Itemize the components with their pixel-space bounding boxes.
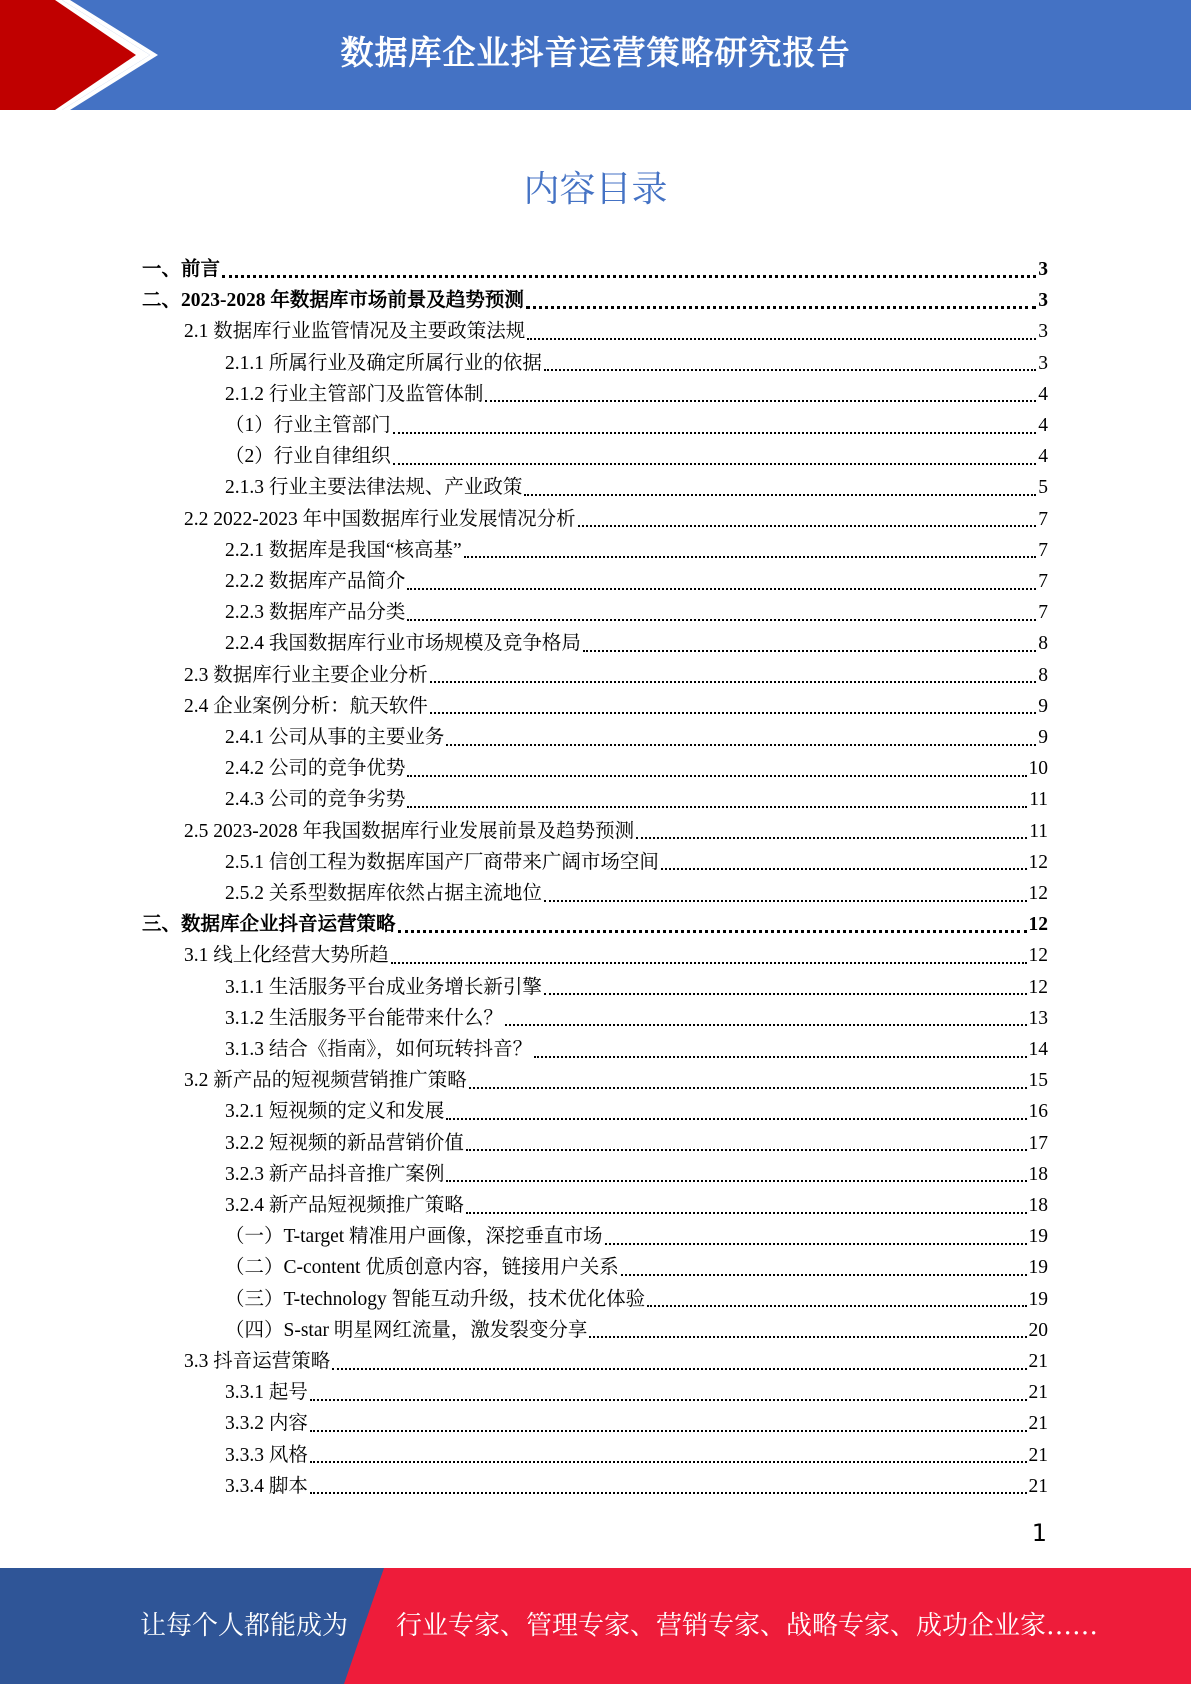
toc-dot-leader [398, 930, 1027, 933]
toc-entry[interactable] [225, 753, 1048, 784]
toc-entry[interactable] [184, 691, 1048, 722]
toc-entry-page: 12 [1028, 945, 1048, 967]
toc-entry-title: 2.4.1 公司从事的主要业务 [225, 727, 445, 748]
toc-entry[interactable] [225, 1252, 1048, 1283]
toc-entry-title: 2.1 数据库行业监管情况及主要政策法规 [184, 321, 526, 343]
toc-entry[interactable] [225, 535, 1048, 566]
toc-entry-title: 三、数据库企业抖音运营策略 [142, 914, 396, 936]
toc-entry[interactable] [184, 816, 1048, 847]
toc-dot-leader [222, 275, 1036, 278]
page-number: 1 [1031, 1519, 1047, 1547]
toc-entry-page: 7 [1038, 571, 1048, 592]
toc-entry-page: 21 [1028, 1351, 1048, 1372]
toc-entry-page: 19 [1028, 1288, 1048, 1310]
toc-dot-leader [544, 900, 1027, 902]
toc-dot-leader [310, 1430, 1027, 1432]
toc-entry[interactable] [225, 1034, 1048, 1065]
toc-entry-title: 2.2.4 我国数据库行业市场规模及竞争格局 [225, 633, 581, 655]
toc-entry-title: （四）S-star 明星网红流量，激发裂变分享 [225, 1319, 588, 1341]
toc-entry[interactable] [225, 1315, 1048, 1346]
toc-entry-page: 20 [1028, 1319, 1048, 1341]
toc-entry-title: 2.1.1 所属行业及确定所属行业的依据 [225, 352, 542, 374]
toc-dot-leader [524, 494, 1036, 496]
toc-entry-page: 7 [1038, 602, 1048, 624]
toc-dot-leader [636, 837, 1027, 839]
toc-entry[interactable] [225, 379, 1048, 410]
report-footer [0, 1568, 1191, 1684]
toc-entry[interactable] [225, 597, 1048, 628]
toc-entry-title: 2.5.2 关系型数据库依然占据主流地位 [225, 883, 542, 904]
toc-entry-page: 21 [1028, 1382, 1048, 1404]
toc-entry-page: 3 [1038, 352, 1048, 374]
toc-entry[interactable] [142, 909, 1048, 940]
toc-entry-page: 3 [1038, 321, 1048, 343]
toc-dot-leader [393, 432, 1036, 434]
toc-dot-leader [527, 338, 1036, 340]
toc-entry-title: 2.4 企业案例分析：航天软件 [184, 695, 428, 717]
toc-entry-page: 18 [1028, 1163, 1048, 1185]
toc-entry-page: 10 [1028, 758, 1048, 780]
toc-entry-title: （一）T-target 精准用户画像，深挖垂直市场 [225, 1226, 603, 1248]
toc-dot-leader [589, 1336, 1026, 1338]
toc-dot-leader [310, 1461, 1027, 1463]
toc-entry-title: （二）C-content 优质创意内容，链接用户关系 [225, 1257, 619, 1279]
toc-entry-title: （2）行业自律组织 [225, 446, 391, 468]
toc-entry-title: 一、前言 [142, 259, 221, 280]
toc-entry-title: 2.5.1 信创工程为数据库国产厂商带来广阔市场空间 [225, 851, 659, 873]
toc-entry-page: 3 [1038, 290, 1048, 312]
footer-slogan-left: 让每个人都能成为 [140, 1611, 349, 1641]
toc-entry[interactable] [225, 348, 1048, 379]
toc-dot-leader [647, 1305, 1026, 1307]
toc-entry-page: 14 [1028, 1039, 1048, 1060]
toc-entry-page: 4 [1038, 446, 1048, 468]
toc-dot-leader [310, 1399, 1027, 1401]
toc-entry-title: 3.2.1 短视频的定义和发展 [225, 1101, 445, 1123]
toc-title: 内容目录 [523, 169, 668, 210]
toc-entry[interactable] [184, 940, 1048, 971]
toc-entry-title: 3.2.3 新产品抖音推广案例 [225, 1163, 445, 1185]
toc-entry-title: 3.1.1 生活服务平台成业务增长新引擎 [225, 976, 542, 998]
toc-entry[interactable] [225, 472, 1048, 503]
toc-entry[interactable] [225, 628, 1048, 659]
toc-entry[interactable] [184, 1065, 1048, 1096]
toc-entry[interactable] [225, 972, 1048, 1003]
toc-entry-page: 21 [1028, 1444, 1048, 1466]
toc-dot-leader [621, 1274, 1027, 1276]
toc-entry-page: 11 [1029, 789, 1048, 811]
toc-entry[interactable] [225, 410, 1048, 441]
toc-dot-leader [485, 400, 1036, 402]
toc-entry-title: 3.3.4 脚本 [225, 1475, 308, 1497]
toc-dot-leader [464, 556, 1037, 558]
toc-dot-leader [407, 775, 1026, 777]
toc-entry-title: 2.1.2 行业主管部门及监管体制 [225, 383, 484, 405]
toc-entry[interactable] [225, 1284, 1048, 1315]
toc-entry[interactable] [184, 504, 1048, 535]
toc-dot-leader [391, 962, 1027, 964]
toc-entry-title: （1）行业主管部门 [225, 415, 391, 436]
toc-entry[interactable] [225, 722, 1048, 753]
toc-entry-title: 2.2.1 数据库是我国“核高基” [225, 539, 462, 561]
toc-entry[interactable] [225, 1128, 1048, 1159]
toc-entry-page: 12 [1028, 976, 1048, 998]
toc-entry-page: 21 [1028, 1475, 1048, 1497]
toc-entry-title: 2.1.3 行业主要法律法规、产业政策 [225, 477, 523, 499]
toc-entry-page: 11 [1029, 820, 1048, 842]
toc-entry-title: 3.1.3 结合《指南》，如何玩转抖音？ [225, 1039, 533, 1060]
toc-entry-title: 2.2.3 数据库产品分类 [225, 602, 406, 624]
toc-entry[interactable] [225, 1003, 1048, 1034]
toc-entry-page: 4 [1038, 415, 1048, 436]
toc-entry-page: 16 [1028, 1101, 1048, 1123]
toc-entry-page: 9 [1038, 727, 1048, 748]
toc-entry[interactable] [225, 784, 1048, 815]
toc-dot-leader [407, 806, 1027, 808]
toc-entry[interactable] [225, 1471, 1048, 1502]
toc-entry[interactable] [225, 1096, 1048, 1127]
toc-entry[interactable] [225, 566, 1048, 597]
toc-entry-title: 2.2 2022-2023 年中国数据库行业发展情况分析 [184, 508, 576, 530]
toc-dot-leader [430, 712, 1036, 714]
toc-entry-page: 12 [1028, 851, 1048, 873]
toc-entry-title: 2.5 2023-2028 年我国数据库行业发展前景及趋势预测 [184, 820, 635, 842]
toc-entry-title: 二、2023-2028 年数据库市场前景及趋势预测 [142, 290, 524, 312]
toc-entry[interactable] [225, 1408, 1048, 1439]
report-header [0, 0, 1191, 110]
toc-entry-title: 3.1 线上化经营大势所趋 [184, 945, 389, 967]
toc-entry-title: 3.3.1 起号 [225, 1382, 308, 1404]
toc-entry[interactable] [184, 660, 1048, 691]
toc-entry-title: 3.2.2 短视频的新品营销价值 [225, 1132, 464, 1154]
toc-entry-page: 9 [1038, 695, 1048, 717]
toc-entry[interactable] [142, 285, 1048, 316]
toc-dot-leader [466, 1212, 1027, 1214]
toc-entry-title: 2.2.2 数据库产品简介 [225, 571, 406, 592]
toc-entry-page: 12 [1028, 883, 1048, 904]
toc-entry[interactable] [225, 1440, 1048, 1471]
toc-dot-leader [332, 1368, 1026, 1370]
toc-dot-leader [446, 1118, 1026, 1120]
toc-entry-page: 3 [1038, 259, 1048, 280]
toc-entry-title: 2.4.2 公司的竞争优势 [225, 758, 406, 780]
toc-entry-title: 2.4.3 公司的竞争劣势 [225, 789, 406, 811]
toc-entry-page: 8 [1038, 633, 1048, 655]
toc-entry-page: 17 [1028, 1132, 1048, 1154]
header-title: 数据库企业抖音运营策略研究报告 [340, 33, 851, 72]
toc-entry[interactable] [225, 1221, 1048, 1252]
toc-dot-leader [534, 1056, 1026, 1058]
toc-entry-page: 18 [1028, 1195, 1048, 1216]
toc-entry-page: 7 [1038, 539, 1048, 561]
toc-entry-page: 7 [1038, 508, 1048, 530]
toc-dot-leader [407, 619, 1036, 621]
toc-dot-leader [407, 588, 1036, 590]
toc-entry[interactable] [184, 1346, 1048, 1377]
toc-entry-page: 8 [1038, 664, 1048, 686]
toc-dot-leader [605, 1243, 1027, 1245]
toc-dot-leader [393, 463, 1036, 465]
toc-dot-leader [544, 369, 1036, 371]
toc-dot-leader [526, 306, 1036, 309]
toc-entry[interactable] [225, 1159, 1048, 1190]
toc-dot-leader [430, 681, 1036, 683]
toc-entry-page: 13 [1028, 1007, 1048, 1029]
toc-dot-leader [446, 1180, 1026, 1182]
toc-entry-page: 21 [1028, 1413, 1048, 1435]
footer-slogan-right: 行业专家、管理专家、营销专家、战略专家、成功企业家…… [396, 1611, 1099, 1641]
toc-dot-leader [544, 993, 1027, 995]
toc-entry[interactable] [225, 441, 1048, 472]
toc-entry[interactable] [225, 847, 1048, 878]
toc-dot-leader [583, 650, 1036, 652]
toc-entry-page: 5 [1038, 477, 1048, 499]
toc-entry[interactable] [184, 316, 1048, 347]
toc-entry-page: 19 [1028, 1257, 1048, 1279]
toc-entry-page: 19 [1028, 1226, 1048, 1248]
toc-entry-title: 3.1.2 生活服务平台能带来什么？ [225, 1007, 503, 1029]
toc-entry[interactable] [225, 878, 1048, 909]
toc-dot-leader [661, 868, 1027, 870]
toc-entry[interactable] [225, 1377, 1048, 1408]
toc-entry-page: 4 [1038, 383, 1048, 405]
toc-entry-title: 3.3.3 风格 [225, 1444, 308, 1466]
toc-entry-title: （三）T-technology 智能互动升级，技术优化体验 [225, 1288, 646, 1310]
toc-entry-title: 3.3 抖音运营策略 [184, 1351, 331, 1372]
toc-dot-leader [578, 525, 1037, 527]
toc-entry-page: 15 [1028, 1070, 1048, 1092]
toc-entry-title: 3.2.4 新产品短视频推广策略 [225, 1195, 464, 1216]
toc-entry-title: 3.3.2 内容 [225, 1413, 308, 1435]
toc-entry[interactable] [142, 254, 1048, 285]
toc-entry-title: 2.3 数据库行业主要企业分析 [184, 664, 428, 686]
toc-dot-leader [469, 1087, 1027, 1089]
toc-entry[interactable] [225, 1190, 1048, 1221]
toc-entry-title: 3.2 新产品的短视频营销推广策略 [184, 1070, 467, 1092]
toc-dot-leader [310, 1492, 1027, 1494]
toc-dot-leader [505, 1024, 1027, 1026]
toc-dot-leader [446, 744, 1036, 746]
toc-entry-page: 12 [1028, 914, 1048, 936]
toc-dot-leader [466, 1149, 1027, 1151]
